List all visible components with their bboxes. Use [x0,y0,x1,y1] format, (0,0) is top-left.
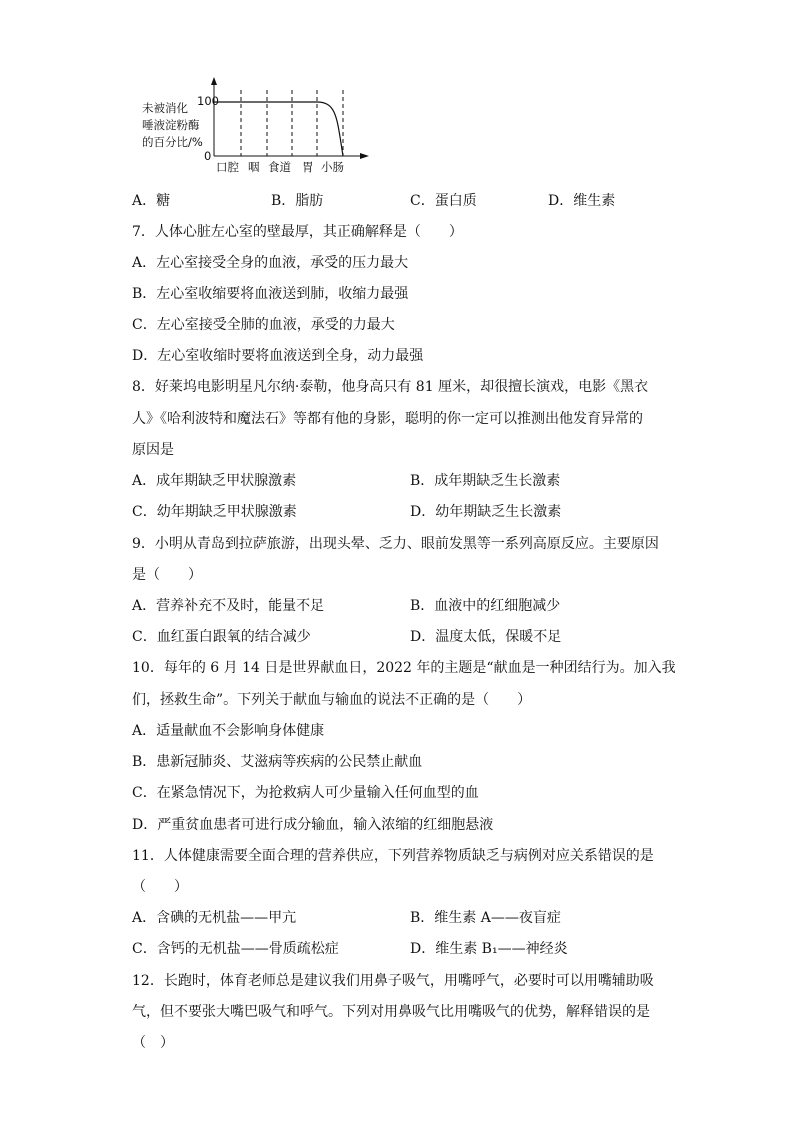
q12-stem-line-1: 12．长跑时，体育老师总是建议我们用鼻子吸气，用嘴呼气，必要时可以用嘴辅助吸 [132,973,654,989]
q6-option-a: A．糖 [132,193,171,209]
x-tick-small-intestine: 小肠 [321,160,344,174]
y-axis-arrow [211,77,217,85]
x-tick-stomach: 胃 [302,160,314,174]
q6-option-d: D．维生素 [548,193,616,209]
q11-stem-line-1: 11．人体健康需要全面合理的营养供应，下列营养物质缺乏与病例对应关系错误的是 [132,848,654,864]
q8-option-d: D．幼年期缺乏生长激素 [410,504,562,520]
q8-option-b: B．成年期缺乏生长激素 [410,473,561,489]
q10-option-d: D．严重贫血患者可进行成分输血，输入浓缩的红细胞悬液 [132,817,494,833]
q7-option-c: C．左心室接受全肺的血液，承受的力最大 [132,317,395,333]
y-tick-0: 0 [204,149,212,163]
starch-undigested-line [214,102,343,156]
q9-option-b: B．血液中的红细胞减少 [410,598,561,614]
q9-option-a: A．营养补充不及时，能量不足 [132,598,325,614]
q10-option-b: B．患新冠肺炎、艾滋病等疾病的公民禁止献血 [132,754,423,770]
y-axis-label-line-3: 的百分比/% [142,135,203,149]
starch-digestion-chart [140,74,380,178]
y-tick-100: 100 [197,94,219,108]
q10-stem-line-1: 10．每年的 6 月 14 日是世界献血日，2022 年的主题是“献血是一种团结行为。加入我 [132,660,676,676]
q7-option-a: A．左心室接受全身的血液，承受的压力最大 [132,255,409,271]
y-axis-label-line-1: 未被消化 [142,101,188,115]
q8-stem-line-1: 8．好莱坞电影明星凡尔纳·泰勒，他身高只有 81 厘米，却很擅长演戏，电影《黑衣 [132,379,649,395]
q11-option-a: A．含碘的无机盐——甲亢 [132,910,297,926]
chart-svg [140,74,380,178]
q12-stem-line-3: （ ） [132,1035,174,1051]
q9-option-d: D．温度太低，保暖不足 [410,629,562,645]
q8-stem-line-2: 人》《哈利波特和魔法石》等都有他的身影，聪明的你一定可以推测出他发育异常的 [132,411,643,427]
q10-option-c: C．在紧急情况下，为抢救病人可少量输入任何血型的血 [132,785,479,801]
q9-option-c: C．血红蛋白跟氧的结合减少 [132,629,311,645]
q11-option-d: D．维生素 B₁——神经炎 [410,941,568,957]
q9-stem-line-2: 是（ ） [132,567,202,583]
q6-option-c: C．蛋白质 [410,193,477,209]
q6-option-b: B．脂肪 [271,193,324,209]
x-tick-mouth: 口腔 [216,160,239,174]
q7-option-d: D．左心室收缩时要将血液送到全身，动力最强 [132,348,424,364]
x-tick-esophagus: 食道 [268,160,291,174]
x-axis-arrow [360,153,369,159]
q11-option-c: C．含钙的无机盐——骨质疏松症 [132,941,339,957]
q12-stem-line-2: 气，但不要张大嘴巴吸气和呼气。下列对用鼻吸气比用嘴吸气的优势，解释错误的是 [132,1004,650,1020]
q7-option-b: B．左心室收缩要将血液送到肺，收缩力最强 [132,286,409,302]
q8-option-a: A．成年期缺乏甲状腺激素 [132,473,297,489]
y-axis-label-line-2: 唾液淀粉酶 [142,118,200,132]
q8-stem-line-3: 原因是 [132,442,174,458]
q11-stem-line-2: （ ） [132,879,188,895]
q10-stem-line-2: 们，拯救生命”。下列关于献血与输血的说法不正确的是（ ） [132,692,532,708]
q10-option-a: A．适量献血不会影响身体健康 [132,723,325,739]
q8-option-c: C．幼年期缺乏甲状腺激素 [132,504,297,520]
x-tick-pharynx: 咽 [248,160,260,174]
q11-option-b: B．维生素 A——夜盲症 [410,910,561,926]
q9-stem-line-1: 9．小明从青岛到拉萨旅游，出现头晕、乏力、眼前发黑等一系列高原反应。主要原因 [132,536,659,552]
q7-stem: 7．人体心脏左心室的壁最厚，其正确解释是（ ） [132,224,463,240]
